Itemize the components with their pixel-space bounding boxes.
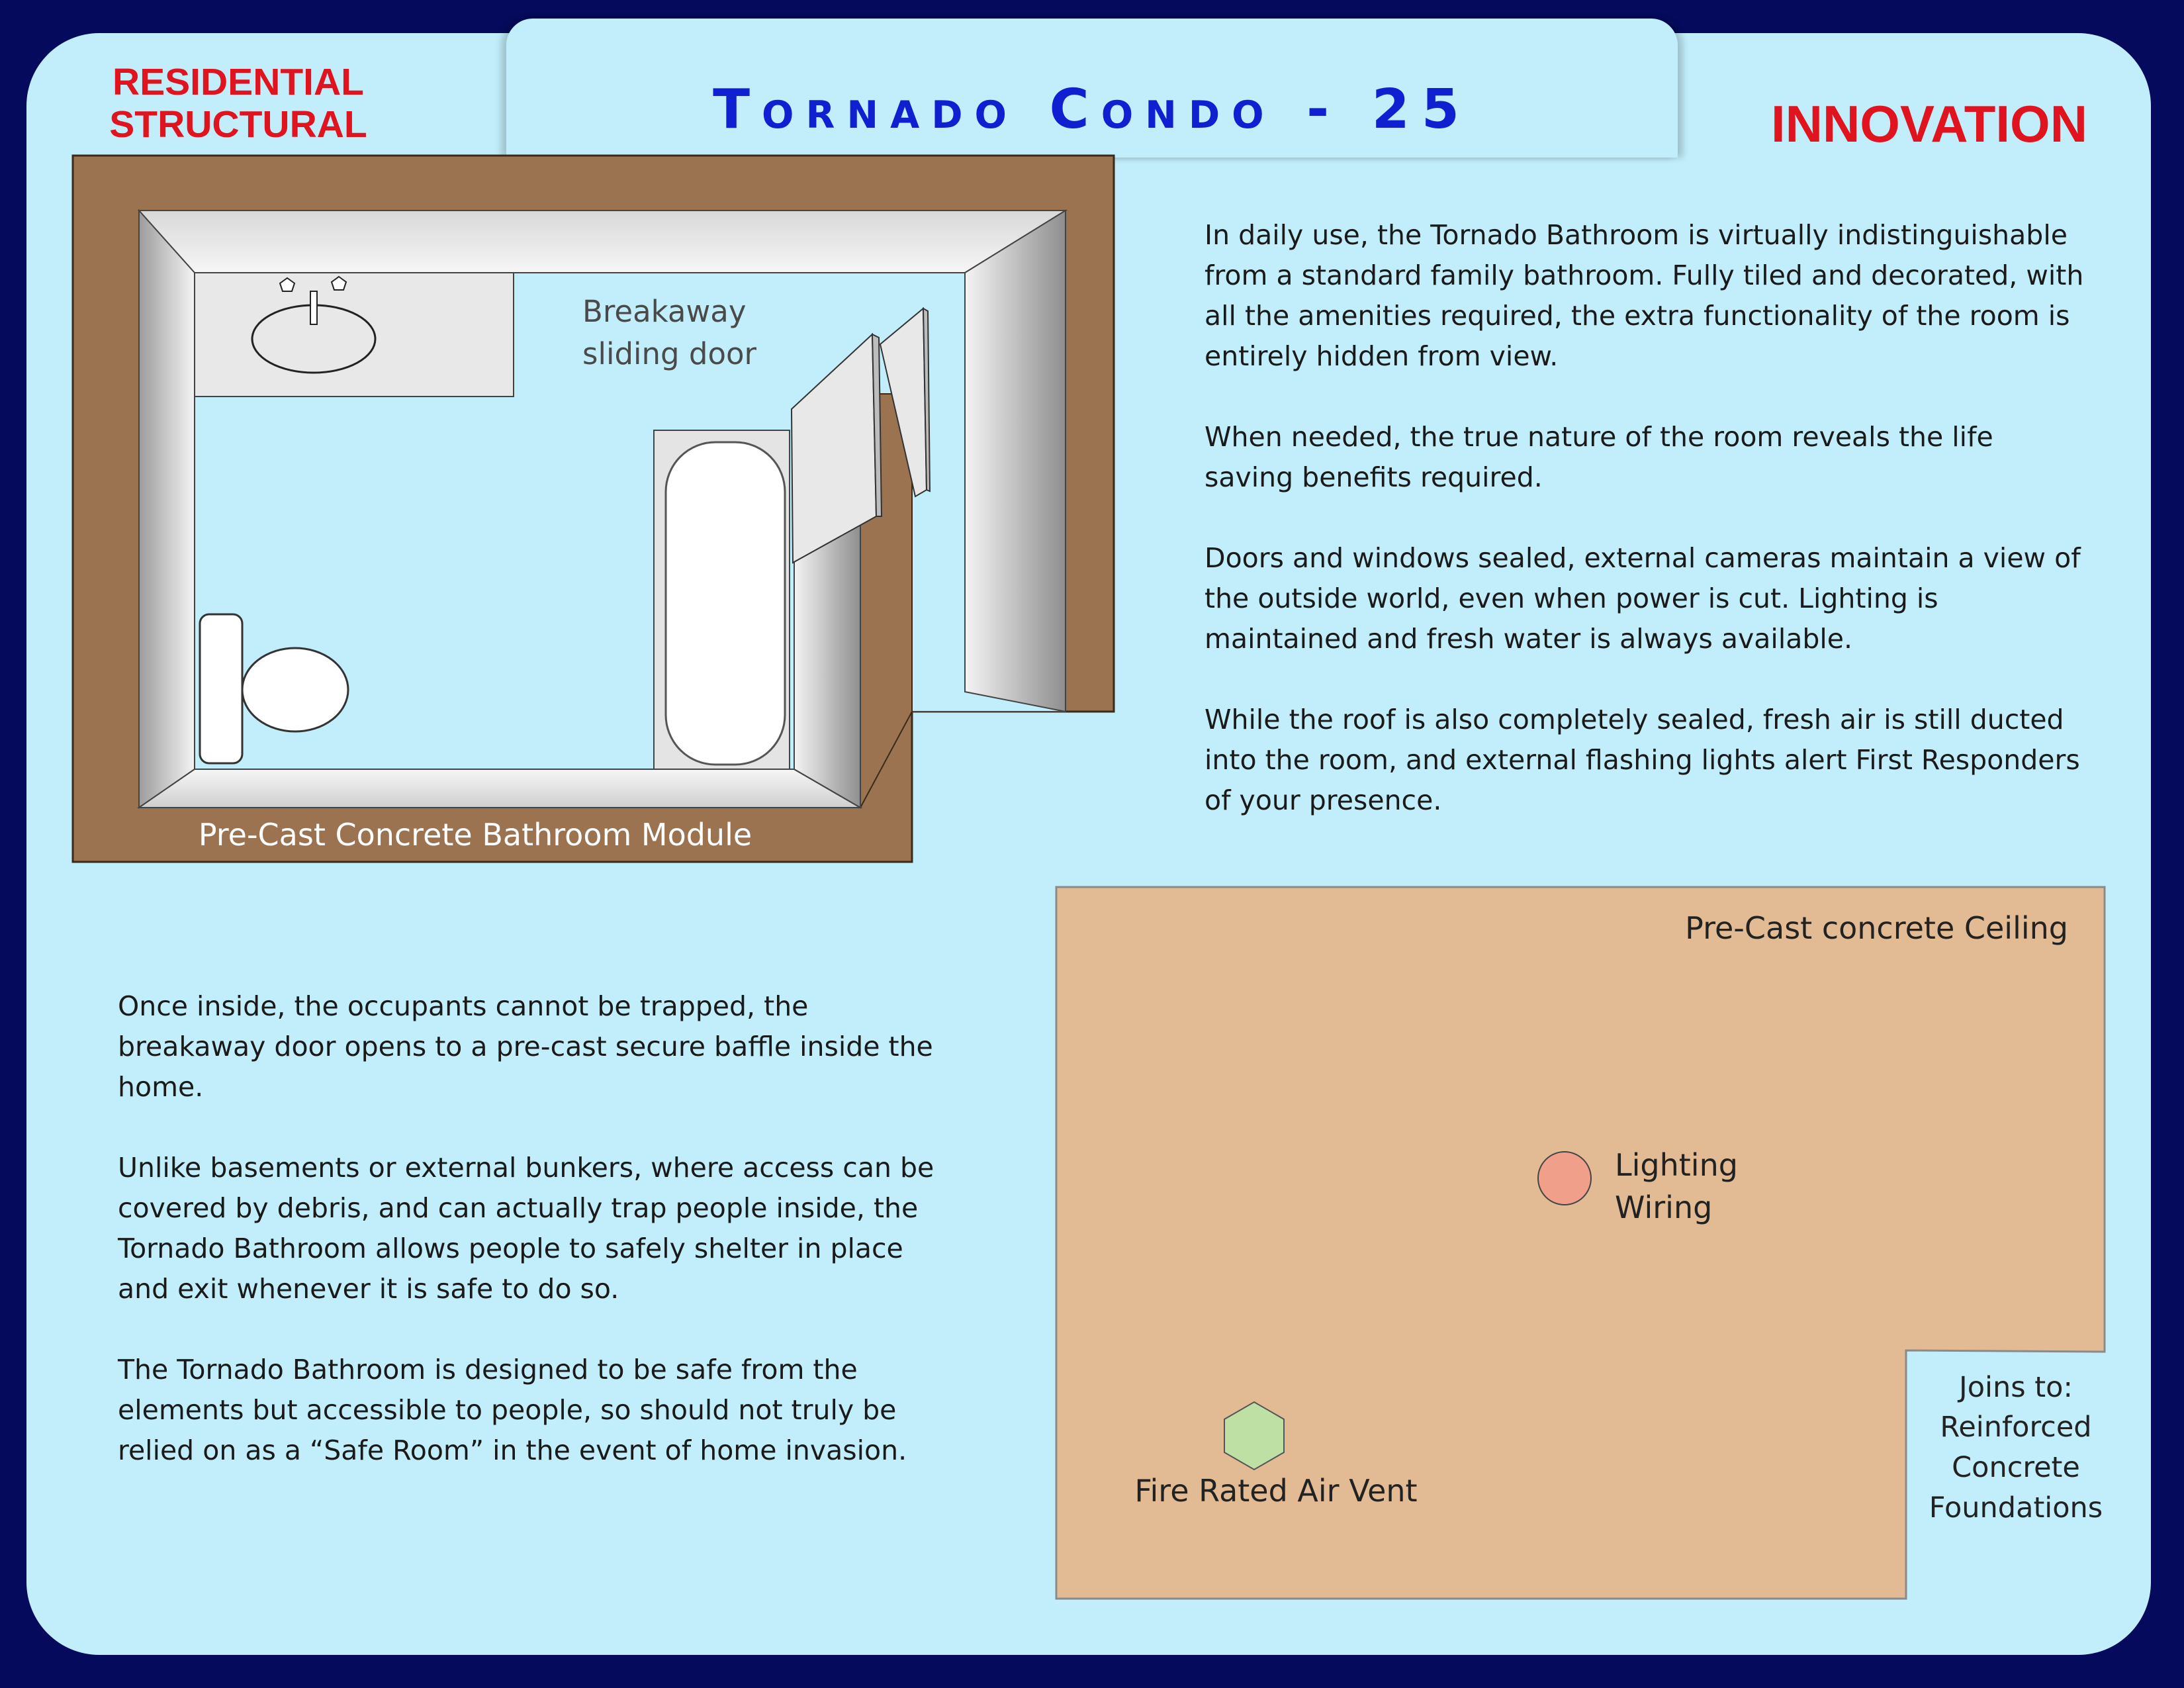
right-paragraph: In daily use, the Tornado Bathroom is virtually indistinguishable from a standard family bathroom. Fully tiled and decorated, with all the amenities required, the extra functionality of the room is entirely hidden from view. [1205, 219, 2084, 372]
door-label-line2: sliding door [582, 336, 757, 371]
innovation-label: INNOVATION [1770, 95, 2088, 153]
joins-label-line1: Joins to: [1959, 1371, 2073, 1404]
ceiling-title: Pre-Cast concrete Ceiling [1685, 910, 2068, 946]
left-paragraph: Once inside, the occupants cannot be trapped, the breakaway door opens to a pre-cast secure baffle inside the home. [118, 990, 933, 1103]
lighting-wiring-marker [1538, 1152, 1591, 1205]
baffle-wall-face [794, 516, 860, 808]
air-vent-label: Fire Rated Air Vent [1134, 1473, 1418, 1509]
right-paragraph: While the roof is also completely sealed, fresh air is still ducted into the room, and external flashing lights alert First Responders of your presence. [1205, 704, 2080, 816]
bathroom-floorplan [73, 156, 1114, 862]
door-label-line1: Breakaway [582, 294, 747, 329]
lighting-label-line2: Wiring [1615, 1190, 1713, 1225]
right-wall-upper [965, 211, 1066, 712]
faucet [310, 291, 317, 324]
right-paragraph: When needed, the true nature of the room reveals the life saving benefits required. [1205, 421, 1993, 493]
joins-label-line2: Reinforced [1940, 1411, 2092, 1444]
left-description [118, 986, 945, 1471]
module-caption: Pre-Cast Concrete Bathroom Module [198, 817, 752, 853]
toilet-tank [200, 614, 242, 763]
toilet-bowl [242, 648, 348, 731]
category-label: RESIDENTIAL STRUCTURAL [109, 61, 367, 146]
left-wall [139, 211, 195, 808]
bathtub-basin [666, 442, 785, 765]
lighting-label-line1: Lighting [1615, 1147, 1738, 1183]
ceiling-diagram [1056, 887, 2105, 1599]
left-paragraph: Unlike basements or external bunkers, where access can be covered by debris, and can actually trap people inside, the Tornado Bathroom allows people to safely shelter in place and exit whenever it is safe to do so. [118, 1152, 934, 1305]
top-wall [139, 211, 1066, 273]
right-description [1205, 215, 2085, 821]
joins-label-line4: Foundations [1929, 1491, 2103, 1524]
page-title: Tornado Condo - 25 [713, 78, 1471, 141]
left-paragraph: The Tornado Bathroom is designed to be safe from the elements but accessible to people, so should not truly be relied on as a “Safe Room” in the event of home invasion. [118, 1354, 907, 1466]
right-paragraph: Doors and windows sealed, external cameras maintain a view of the outside world, even when power is cut. Lighting is maintained and fresh water is always available. [1205, 542, 2081, 655]
bottom-wall [139, 769, 860, 808]
joins-label-line3: Concrete [1952, 1451, 2080, 1484]
